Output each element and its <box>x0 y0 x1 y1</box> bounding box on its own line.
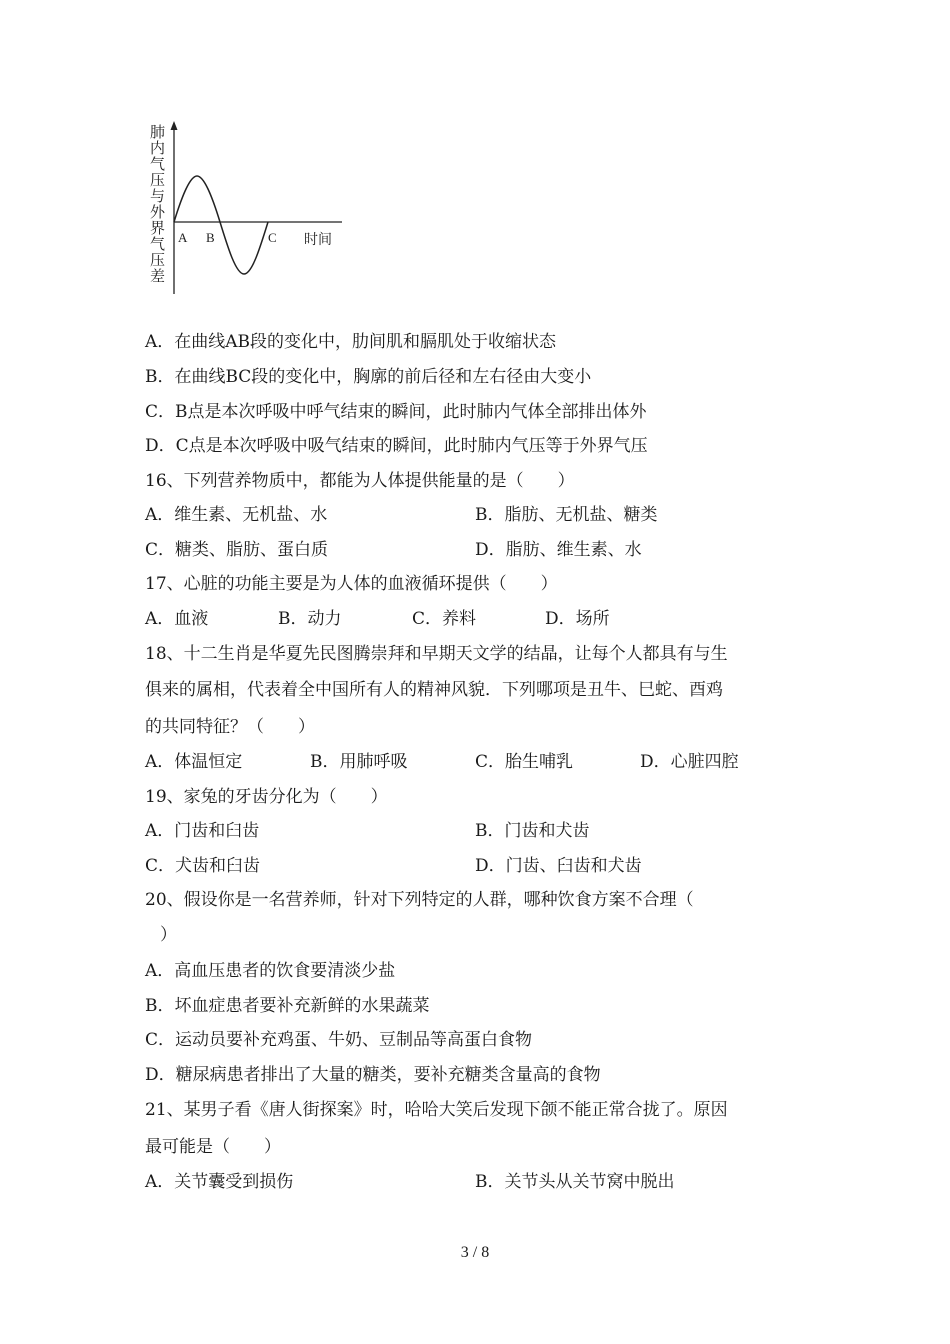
q19-stem: 19、家兔的牙齿分化为（ ） <box>145 787 388 807</box>
q19-option-d: D．门齿、臼齿和犬齿 <box>475 856 642 876</box>
q20-stem-line2: ） <box>160 925 177 945</box>
y-label-char: 气 <box>150 235 166 253</box>
point-b-label: B <box>206 230 215 245</box>
q16-option-c: C．糖类、脂肪、蛋白质 <box>145 540 329 560</box>
q15-option-d: D．C点是本次呼吸中吸气结束的瞬间，此时肺内气压等于外界气压 <box>145 436 648 456</box>
q17-option-a: A．血液 <box>145 609 209 629</box>
y-label-char: 差 <box>150 267 166 285</box>
q21-option-b: B．关节头从关节窝中脱出 <box>475 1172 675 1192</box>
q21-option-a: A．关节囊受到损伤 <box>145 1172 294 1192</box>
y-label-char: 与 <box>150 187 166 205</box>
x-axis-label: 时间 <box>304 232 332 248</box>
pressure-curve-figure <box>150 118 350 298</box>
q15-option-c: C．B点是本次呼吸中呼气结束的瞬间，此时肺内气体全部排出体外 <box>145 402 647 422</box>
q15-option-a: A．在曲线AB段的变化中，肋间肌和膈肌处于收缩状态 <box>145 332 557 352</box>
curve-svg <box>150 118 350 298</box>
q18-stem-line2: 俱来的属相，代表着全中国所有人的精神风貌．下列哪项是丑牛、巳蛇、酉鸡 <box>145 680 723 700</box>
q19-option-a: A．门齿和臼齿 <box>145 821 260 841</box>
q16-option-a: A．维生素、无机盐、水 <box>145 505 328 525</box>
y-label-char: 压 <box>150 171 166 189</box>
q20-option-c: C．运动员要补充鸡蛋、牛奶、豆制品等高蛋白食物 <box>145 1030 533 1050</box>
q18-stem-line3: 的共同特征？（ ） <box>145 717 315 737</box>
q19-option-b: B．门齿和犬齿 <box>475 821 590 841</box>
q19-option-c: C．犬齿和臼齿 <box>145 856 261 876</box>
q15-option-b: B．在曲线BC段的变化中，胸廓的前后径和左右径由大变小 <box>145 367 592 387</box>
q16-option-d: D．脂肪、维生素、水 <box>475 540 642 560</box>
y-label-char: 内 <box>150 139 166 157</box>
y-axis-arrow <box>171 121 178 130</box>
q17-option-c: C．养料 <box>412 609 477 629</box>
y-label-char: 界 <box>150 219 166 237</box>
page-number: 3 / 8 <box>460 1244 490 1261</box>
y-label-char: 气 <box>150 155 166 173</box>
pressure-curve <box>174 176 268 274</box>
q18-option-a: A．体温恒定 <box>145 752 243 772</box>
q17-option-d: D．场所 <box>545 609 610 629</box>
q18-option-b: B．用肺呼吸 <box>310 752 408 772</box>
q20-option-b: B．坏血症患者要补充新鲜的水果蔬菜 <box>145 996 430 1016</box>
q21-stem-line1: 21、某男子看《唐人街探案》时，哈哈大笑后发现下颌不能正常合拢了。原因 <box>145 1100 728 1120</box>
y-label-char: 肺 <box>150 123 166 141</box>
q18-option-c: C．胎生哺乳 <box>475 752 574 772</box>
point-c-label: C <box>268 230 277 245</box>
q18-stem-line1: 18、十二生肖是华夏先民图腾崇拜和早期天文学的结晶，让每个人都具有与生 <box>145 644 728 664</box>
q16-stem: 16、下列营养物质中，都能为人体提供能量的是（ ） <box>145 471 575 491</box>
q21-stem-line2: 最可能是（ ） <box>145 1137 281 1157</box>
q16-option-b: B．脂肪、无机盐、糖类 <box>475 505 658 525</box>
q17-option-b: B．动力 <box>278 609 342 629</box>
q18-option-d: D．心脏四腔 <box>640 752 739 772</box>
q17-stem: 17、心脏的功能主要是为人体的血液循环提供（ ） <box>145 574 558 594</box>
q20-option-a: A．高血压患者的饮食要清淡少盐 <box>145 961 396 981</box>
y-label-char: 压 <box>150 251 166 269</box>
q20-option-d: D．糖尿病患者排出了大量的糖类，要补充糖类含量高的食物 <box>145 1065 601 1085</box>
point-a-label: A <box>178 230 188 245</box>
y-label-char: 外 <box>150 203 166 221</box>
q20-stem-line1: 20、假设你是一名营养师，针对下列特定的人群，哪种饮食方案不合理（ <box>145 890 694 910</box>
